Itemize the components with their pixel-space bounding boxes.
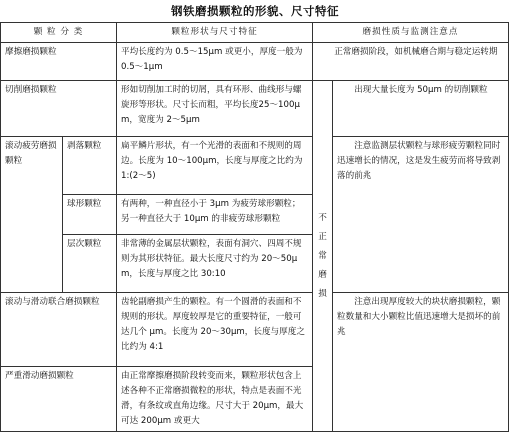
- desc-laminar: 非常薄的金属层状颗粒，表面有洞穴、四周不规则为其形状特征。最大长度尺寸约为 20～50μm，长度与厚度之比 30:10: [117, 235, 313, 293]
- desc-severe-sliding: 由正常摩擦磨损阶段转变而来，颗粒形状包含上述各种不正常磨损微粒的形状，特点是表面不光滑，有条纹或直角边缘。尺寸大于 20μm，最大可达 200μm 或更大: [117, 367, 313, 432]
- table-row-rubbing: [1, 43, 509, 81]
- desc-spall: 扁平鳞片形状，有一个光滑的表面和不规则的周边。长度为 10～100μm，长度与厚度之比约为 1:(2～5): [117, 137, 313, 195]
- subcategory-sphere: 球形颗粒: [63, 195, 117, 235]
- table-row-combined: [1, 293, 509, 367]
- table-row-spall: [1, 137, 509, 195]
- category-cutting: 切削磨损颗粒: [1, 81, 117, 137]
- wear-particle-table: [0, 22, 509, 432]
- subcategory-laminar: 层次颗粒: [63, 235, 117, 293]
- table-title: 钢铁磨损颗粒的形貌、尺寸特征: [171, 4, 339, 18]
- header-wear-nature: 磨损性质与监测注意点: [313, 23, 509, 43]
- note-combined: 注意出现厚度较大的块状磨损颗粒，颗粒数量和大小颗粒比值迅速增大是损坏的前兆: [333, 293, 509, 432]
- category-severe-sliding: 严重滑动磨损颗粒: [1, 367, 117, 432]
- category-combined: 滚动与滑动联合磨损颗粒: [1, 293, 117, 367]
- desc-cutting: 形如切削加工时的切屑，具有环形、曲线形与螺旋形等形状。尺寸长而粗，平均长度25～100μm，宽度为 2～5μm: [117, 81, 313, 137]
- abnormal-wear-label: [313, 81, 333, 432]
- abnormal-char-3: 常: [318, 250, 327, 261]
- note-rubbing: 正常磨损阶段，如机械磨合期与稳定运转期: [313, 43, 509, 81]
- note-cutting: 出现大量长度为 50μm 的切削颗粒: [333, 81, 509, 137]
- desc-combined: 齿轮副磨损产生的颗粒。有一个圆滑的表面和不规则的形状。厚度较厚是它的重要特征，一般可达几个 μm。长度为 20～30μm，长度与厚度之比约为 4:1: [117, 293, 313, 367]
- category-rubbing: 摩擦磨损颗粒: [1, 43, 117, 81]
- header-classification: 颗 粒 分 类: [1, 23, 117, 43]
- abnormal-char-2: 正: [318, 231, 327, 242]
- desc-rubbing: 平均长度约为 0.5～15μm 或更小，厚度一般为 0.5～1μm: [117, 43, 313, 81]
- subcategory-spall: 剥落颗粒: [63, 137, 117, 195]
- desc-sphere: 有两种，一种直径小于 3μm 为疲劳球形颗粒；另一种直径大于 10μm 的非疲劳球形颗粒: [117, 195, 313, 235]
- note-rolling-fatigue: 注意监测层状颗粒与球形疲劳颗粒同时迅速增长的情况，这是发生疲劳而将导致剥落的前兆: [333, 137, 509, 293]
- abnormal-char-1: 不: [318, 212, 327, 223]
- table-row-cutting: [1, 81, 509, 137]
- header-shape-size: 颗粒形状与尺寸特征: [117, 23, 313, 43]
- category-rolling-fatigue: 滚动疲劳磨损颗粒: [1, 137, 63, 293]
- abnormal-char-5: 损: [318, 288, 327, 299]
- table-header-row: [1, 23, 509, 43]
- abnormal-char-4: 磨: [318, 269, 327, 280]
